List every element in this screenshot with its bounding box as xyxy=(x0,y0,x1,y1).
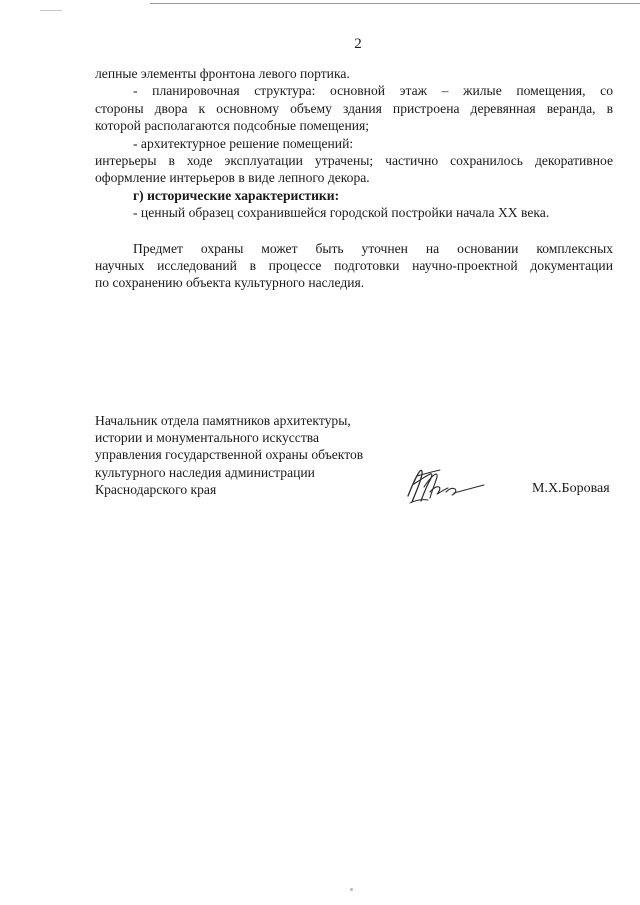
signatory-title-line: Начальник отдела памятников архитектуры, xyxy=(95,413,351,428)
page-number: 2 xyxy=(354,36,362,52)
paragraph-line: лепные элементы фронтона левого портика. xyxy=(95,66,350,81)
paragraph-line: - планировочная структура: основной этаж – жилые помещения, со xyxy=(133,83,613,99)
paragraph-line: Предмет охраны может быть уточнен на основании комплексных xyxy=(133,240,613,256)
signatory-name: М.Х.Боровая xyxy=(532,481,610,496)
scan-artifact-mark xyxy=(40,10,62,11)
top-border-rule xyxy=(150,3,640,4)
signatory-title-line: управления государственной охраны объектов xyxy=(95,447,364,463)
paragraph-line: интерьеры в ходе эксплуатации утрачены; частично сохранилось декоративное xyxy=(95,153,613,169)
signatory-title-line: Краснодарского края xyxy=(95,481,217,497)
paragraph-line: которой располагаются подсобные помещения; xyxy=(95,118,370,134)
handwritten-signature xyxy=(402,462,488,510)
paragraph-line: по сохранению объекта культурного наследия. xyxy=(95,275,365,291)
document-body xyxy=(95,65,613,292)
paragraph-gap xyxy=(95,222,613,240)
signatory-title-line: культурного наследия администрации xyxy=(95,464,315,480)
paragraph-line: - ценный образец сохранившейся городской постройки начала XX века. xyxy=(133,205,550,221)
paragraph-line: оформление интерьеров в виде лепного декора. xyxy=(95,170,370,186)
paragraph-line: - архитектурное решение помещений: xyxy=(133,135,354,151)
signatory-title-line: истории и монументального искусства xyxy=(95,430,320,446)
signatory-title xyxy=(95,412,425,498)
paragraph-line: стороны двора к основному объему здания пристроена деревянная веранда, в xyxy=(95,100,613,116)
section-heading: г) исторические характеристики: xyxy=(133,187,340,203)
paragraph-line: научных исследований в процессе подготовки научно-проектной документации xyxy=(95,258,613,274)
scan-speck xyxy=(350,888,353,891)
